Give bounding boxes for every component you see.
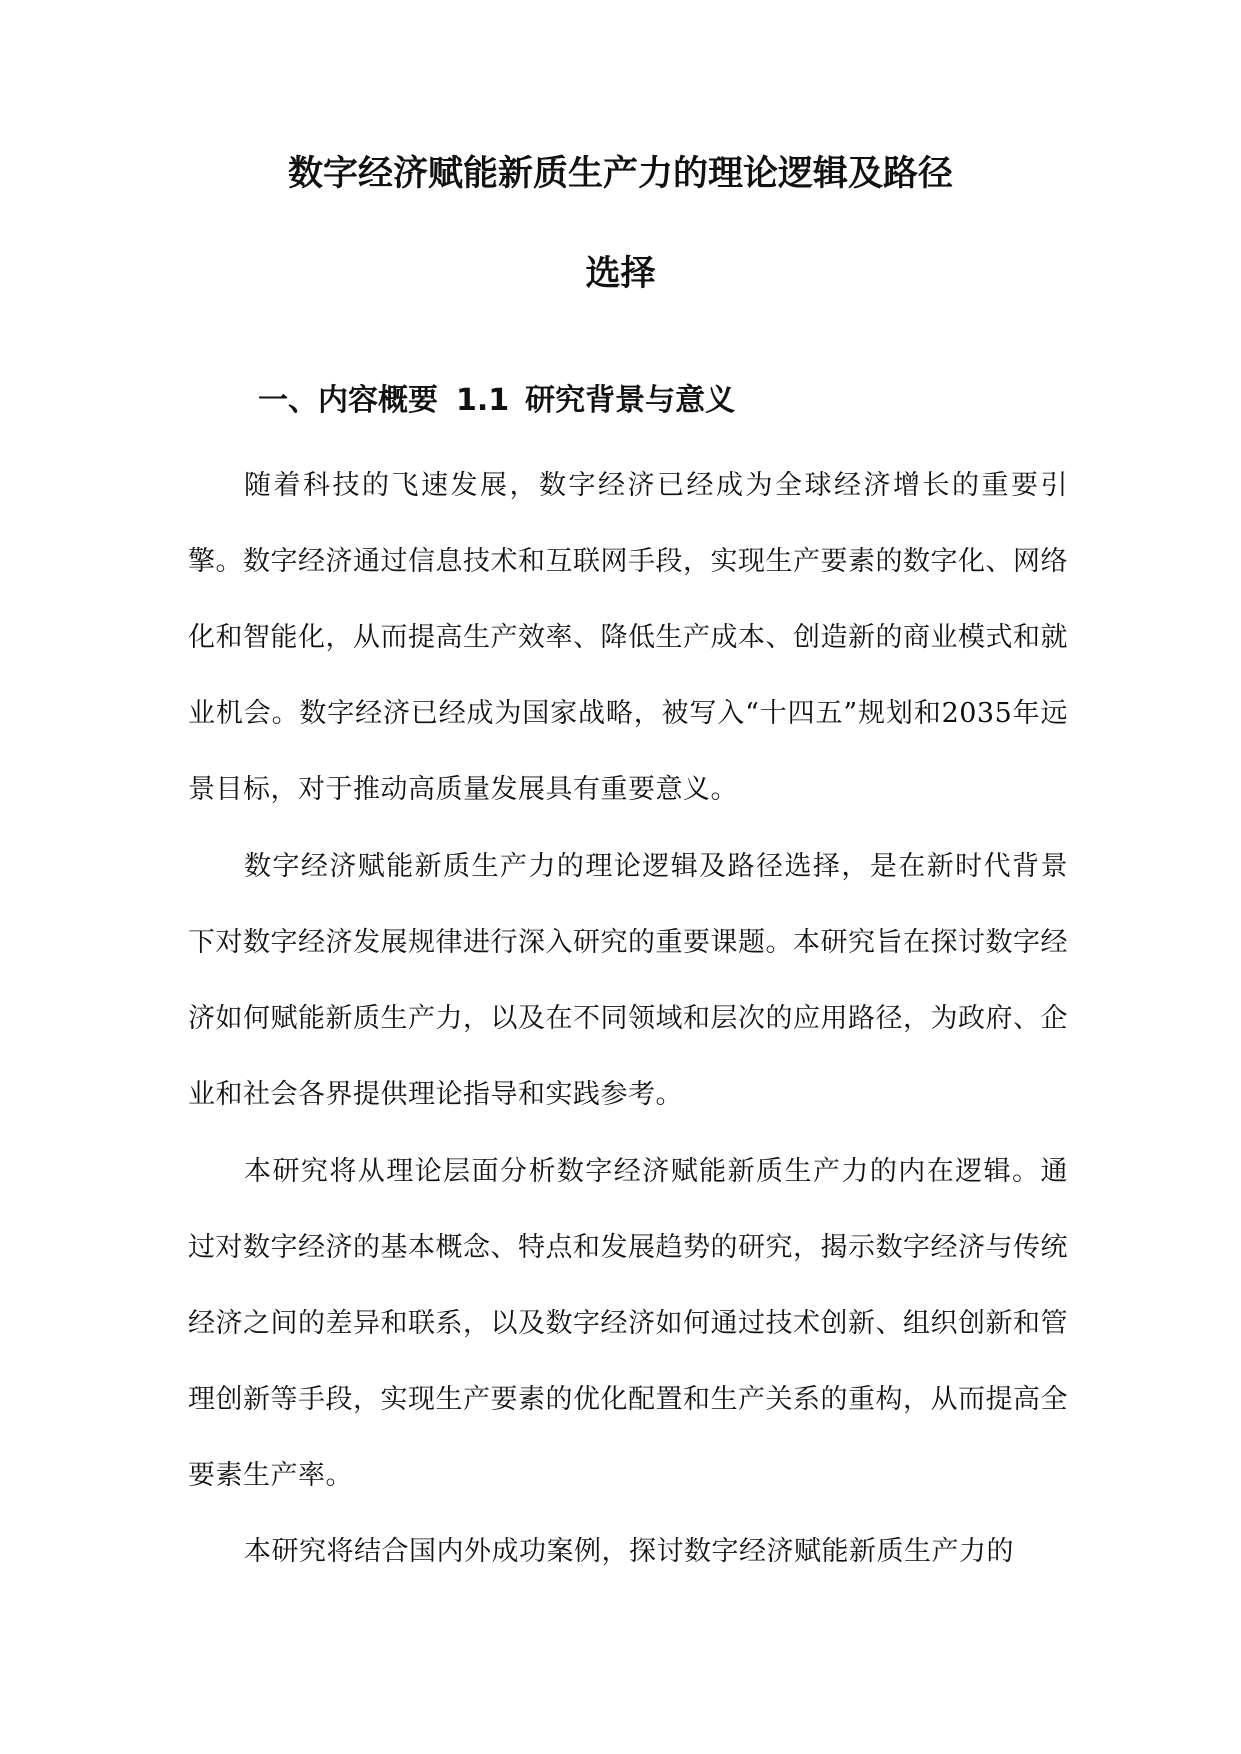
section-heading-label: 一、内容概要	[258, 383, 438, 418]
body-paragraph: 本研究将结合国内外成功案例，探讨数字经济赋能新质生产力的	[244, 1536, 1014, 1567]
section-heading-text: 研究背景与意义	[525, 383, 736, 418]
body-paragraph: 本研究将从理论层面分析数字经济赋能新质生产力的内在逻辑。通过对数字经济的基本概念、特点和发展趋势的研究，揭示数字经济与传统经济之间的差异和联系，以及数字经济如何通过技术创新、组织创新和管理创新等手段，实现生产要素的优化配置和生产关系的重构，从而提高全要素生产率。	[188, 1156, 1068, 1491]
section-number: 1.1	[456, 383, 510, 418]
document-title-line-2: 选择	[585, 254, 656, 294]
document-title-line-1: 数字经济赋能新质生产力的理论逻辑及路径	[287, 154, 953, 194]
body-paragraph: 随着科技的飞速发展，数字经济已经成为全球经济增长的重要引擎。数字经济通过信息技术和互联网手段，实现生产要素的数字化、网络化和智能化，从而提高生产效率、降低生产成本、创造新的商业模式和就业机会。数字经济已经成为国家战略，被写入“十四五”规划和2035年远景目标，对于推动高质量发展具有重要意义。	[188, 470, 1068, 805]
section-heading	[258, 381, 735, 421]
body-paragraph: 数字经济赋能新质生产力的理论逻辑及路径选择，是在新时代背景下对数字经济发展规律进行深入研究的重要课题。本研究旨在探讨数字经济如何赋能新质生产力，以及在不同领域和层次的应用路径，为政府、企业和社会各界提供理论指导和实践参考。	[188, 851, 1068, 1110]
